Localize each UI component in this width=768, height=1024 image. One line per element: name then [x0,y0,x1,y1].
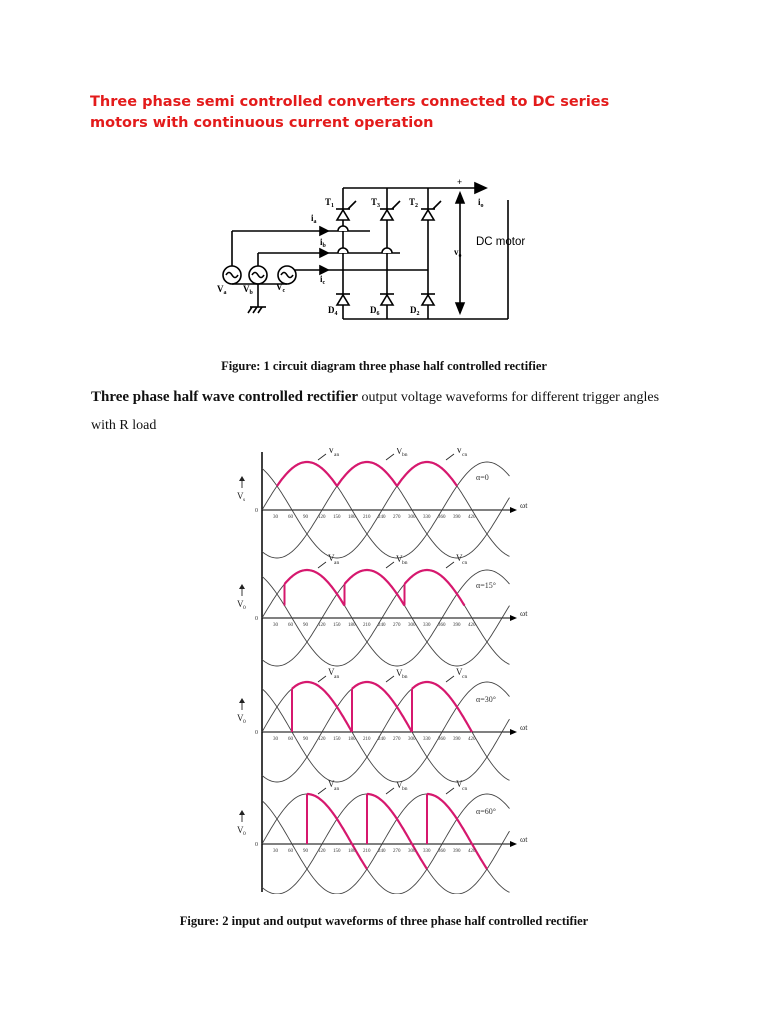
phase-label-sub: bn [402,786,408,792]
phase-label-pointer [318,454,326,460]
source-label-c: V [276,282,283,292]
thyristor-label-3: T [371,197,378,207]
origin-label: 0 [255,616,258,622]
tick-label: 180 [348,623,356,628]
svg-text:Vc: $V_c$ [276,282,286,294]
phase-label-sub: cn [462,560,468,566]
svg-text:io: $i_o$ [478,197,484,209]
tick-label: 420 [468,623,476,628]
tick-label: 420 [468,737,476,742]
page-heading: Three phase semi controlled converters connected to DC series motors with continuous current operation [90,94,610,131]
tick-label: 60 [288,623,293,628]
phase-label: V [456,448,463,455]
tick-label: 330 [423,623,431,628]
ylabel-sub: 0 [243,831,246,837]
tick-label: 300 [408,623,416,628]
output-wave-1-2 [405,570,465,606]
tick-label: 120 [318,623,326,628]
tick-label: 150 [333,515,341,520]
ylabel: V [237,713,244,723]
tick-label: 90 [303,737,308,742]
tick-label: 60 [288,737,293,742]
tick-label: 210 [363,849,371,854]
tick-label: 30 [273,849,278,854]
phase-label: V [328,779,335,789]
phase-label-sub: bn [402,560,408,566]
tick-label: 150 [333,849,341,854]
tick-label: 60 [288,849,293,854]
tick-label: 180 [348,849,356,854]
plus-sign: + [457,177,463,187]
tick-label: 300 [408,849,416,854]
x-axis-arrow-2 [510,729,517,735]
output-wave-1-1 [345,570,405,606]
tick-label: 270 [393,849,401,854]
tick-label: 240 [378,623,386,628]
alpha-label: α=15° [476,581,496,590]
tick-label: 210 [363,623,371,628]
tick-label: 30 [273,515,278,520]
origin-label: 0 [255,842,258,848]
phase-label: V [328,448,335,455]
origin-label: 0 [255,730,258,736]
tick-label: 390 [453,849,461,854]
tick-label: 390 [453,737,461,742]
svg-text:D6: $D_6$ [370,305,380,317]
phase-label-pointer [446,454,454,460]
phase-label-pointer [318,562,326,568]
alpha-label: α=0 [476,473,489,482]
phase-label: V [396,668,403,678]
tick-label: 120 [318,737,326,742]
current-label-a: i [311,213,314,223]
phase-label-pointer [386,676,394,682]
tick-label: 360 [438,737,446,742]
output-wave-0-1 [337,462,397,486]
current-label-c: i [320,274,323,284]
svg-text:D4: $D_4$ [328,305,338,317]
phase-label: V [456,667,463,677]
phase-label-sub: an [334,786,340,792]
tick-label: 90 [303,849,308,854]
svg-text:Vb: $V_b$ [243,284,253,296]
tick-label: 390 [453,515,461,520]
phase-label-pointer [318,788,326,794]
output-wave-0-2 [397,462,457,486]
tick-label: 240 [378,515,386,520]
paragraph-bold: Three phase half wave controlled rectifier [91,389,359,405]
alpha-label: α=30° [476,695,496,704]
ylabel-arrow-head [239,476,245,481]
tick-label: 270 [393,515,401,520]
dc-motor-label: DC motor [476,236,526,248]
phase-label-pointer [386,454,394,460]
phase-label-sub: an [334,560,340,566]
svg-text:ic: $i_c$ [320,274,326,286]
x-axis-arrow-3 [510,841,517,847]
tick-label: 30 [273,623,278,628]
origin-label: 0 [255,508,258,514]
output-wave-2-1 [352,682,412,732]
tick-label: 270 [393,737,401,742]
ylabel: V [237,825,244,835]
diode-label-6: D [370,305,377,315]
tick-label: 330 [423,737,431,742]
tick-label: 330 [423,849,431,854]
alpha-label: α=60° [476,807,496,816]
svg-text:Va: $V_a$ [217,284,227,296]
phase-label: V [456,779,463,789]
phase-label: V [396,554,403,564]
tick-label: 360 [438,849,446,854]
svg-text:vo: $v_o$ [454,247,462,259]
tick-label: 120 [318,849,326,854]
ylabel-arrow-head [239,698,245,703]
phase-label-pointer [446,676,454,682]
tick-label: 30 [273,737,278,742]
tick-label: 210 [363,515,371,520]
tick-label: 240 [378,737,386,742]
phase-label-pointer [446,788,454,794]
tick-label: 180 [348,737,356,742]
output-wave-2-2 [412,682,472,732]
tick-label: 60 [288,515,293,520]
phase-label: V [396,780,403,790]
tick-label: 210 [363,737,371,742]
ylabel-sub: s [243,497,246,503]
svg-text:D2: $D_2$ [410,305,420,317]
omega-t-label: ωt [520,835,528,844]
source-label-a: V [217,284,224,294]
output-wave-0-0 [277,462,337,486]
phase-label-sub: cn [462,786,468,792]
thyristor-label-1: T [325,197,332,207]
output-wave-3-1 [367,794,427,869]
phase-label-sub: cn [462,674,468,680]
tick-label: 90 [303,623,308,628]
x-axis-arrow-0 [510,507,517,513]
ylabel-arrow-head [239,810,245,815]
paragraph-rest: output voltage waveforms for different trigger angles with R load [91,390,660,433]
output-wave-3-0 [307,794,367,869]
output-wave-1-0 [285,570,345,606]
omega-t-label: ωt [520,723,528,732]
source-label-b: V [243,284,250,294]
tick-label: 270 [393,623,401,628]
output-wave-3-2 [427,794,487,869]
tick-label: 150 [333,623,341,628]
phase-label-sub: bn [402,674,408,680]
tick-label: 420 [468,515,476,520]
output-voltage-label: v [454,247,459,257]
phase-label-sub: bn [402,452,408,458]
tick-label: 180 [348,515,356,520]
tick-label: 420 [468,849,476,854]
figure-1-caption: Figure: 1 circuit diagram three phase half controlled rectifier [221,359,547,373]
phase-label-pointer [386,562,394,568]
tick-label: 300 [408,515,416,520]
phase-label: V [456,553,463,563]
svg-text:T2: $T_2$ [409,197,419,209]
ylabel-arrow-head [239,584,245,589]
phase-label-sub: an [334,452,340,458]
tick-label: 240 [378,849,386,854]
ylabel-sub: 0 [243,719,246,725]
omega-t-label: ωt [520,609,528,618]
output-wave-2-0 [292,682,352,732]
tick-label: 360 [438,515,446,520]
diode-label-4: D [328,305,335,315]
tick-label: 390 [453,623,461,628]
phase-label: V [328,667,335,677]
phase-label: V [396,448,403,456]
phase-label-sub: an [334,674,340,680]
ylabel-sub: 0 [243,605,246,611]
tick-label: 150 [333,737,341,742]
svg-text:T1: $T_1$ [325,197,335,209]
phase-label-sub: cn [462,452,468,458]
figure-2-caption: Figure: 2 input and output waveforms of three phase half controlled rectifier [179,914,589,928]
tick-label: 300 [408,737,416,742]
ylabel: V [237,491,244,501]
intro-paragraph [91,383,681,440]
current-label-b: i [320,237,323,247]
phase-label: V [328,553,335,563]
circuit-diagram [210,175,540,325]
phase-label-pointer [446,562,454,568]
tick-label: 360 [438,623,446,628]
svg-text:ia: $i_a$ [311,213,317,225]
phase-label-pointer [318,676,326,682]
diode-label-2: D [410,305,417,315]
phase-label-pointer [386,788,394,794]
svg-text:T3: $T_3$ [371,197,381,209]
thyristor-label-2: T [409,197,416,207]
output-current-label: i [478,197,481,207]
svg-text:ib: $i_b$ [320,237,326,249]
ylabel: V [237,599,244,609]
tick-label: 330 [423,515,431,520]
omega-t-label: ωt [520,501,528,510]
waveform-figure [228,448,548,894]
tick-label: 120 [318,515,326,520]
x-axis-arrow-1 [510,615,517,621]
tick-label: 90 [303,515,308,520]
